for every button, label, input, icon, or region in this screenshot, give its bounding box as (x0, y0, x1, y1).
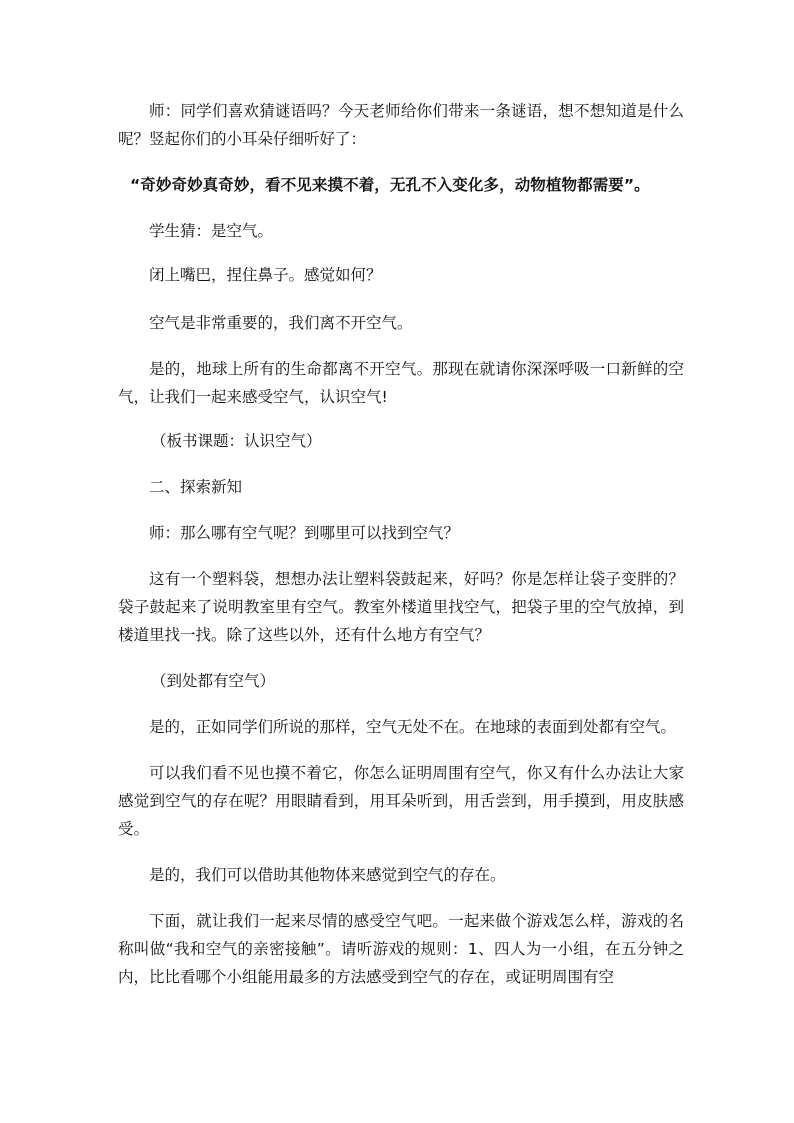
paragraph-where-air: 师：那么哪有空气呢？到哪里可以找到空气？ (149, 524, 460, 542)
paragraph-student-guess: 学生猜：是空气。 (149, 222, 274, 240)
paragraph-riddle-intro: 师：同学们喜欢猜谜语吗？今天老师给你们带来一条谜语，想不想知道是什么呢？竖起你们的小耳朵仔细听好了： (118, 102, 684, 148)
paragraph-all-life: 是的，地球上所有的生命都离不开空气。那现在就请你深深呼吸一口新鲜的空气，让我们一起来感受空气，认识空气! (118, 360, 684, 406)
paragraph-riddle: “奇妙奇妙真奇妙，看不见来摸不着，无孔不入变化多，动物植物都需要”。 (130, 176, 650, 194)
paragraph-air-everywhere: 是的，正如同学们所说的那样，空气无处不在。在地球的表面到处都有空气。 (149, 718, 677, 736)
paragraph-air-everywhere-note: （到处都有空气） (151, 672, 276, 690)
paragraph-game-rules: 下面，就让我们一起来尽情的感受空气吧。一起来做个游戏怎么样，游戏的名称叫做“我和空气的亲密接触”。请听游戏的规则：1、四人为一小组，在五分钟之内，比比看哪个小组能用最多的方法感受到空气的存在，或证明周围有空 (118, 912, 684, 986)
document-body (118, 97, 684, 991)
section-heading-explore: 二、探索新知 (149, 478, 243, 496)
paragraph-prove-air: 可以我们看不见也摸不着它，你怎么证明周围有空气，你又有什么办法让大家感觉到空气的存在呢？用眼睛看到，用耳朵听到，用舌尝到，用手摸到，用皮肤感受。 (118, 764, 684, 838)
paragraph-plastic-bag: 这有一个塑料袋，想想办法让塑料袋鼓起来，好吗？你是怎样让袋子变胖的？袋子鼓起来了说明教室里有空气。教室外楼道里找空气，把袋子里的空气放掉，到楼道里找一找。除了这些以外，还有什么地方有空气？ (118, 570, 684, 644)
paragraph-board-title: （板书课题：认识空气） (151, 432, 322, 450)
paragraph-close-mouth: 闭上嘴巴，捏住鼻子。感觉如何？ (149, 266, 382, 284)
paragraph-feel-air: 是的，我们可以借助其他物体来感觉到空气的存在。 (149, 866, 506, 884)
paragraph-air-important: 空气是非常重要的，我们离不开空气。 (149, 314, 413, 332)
